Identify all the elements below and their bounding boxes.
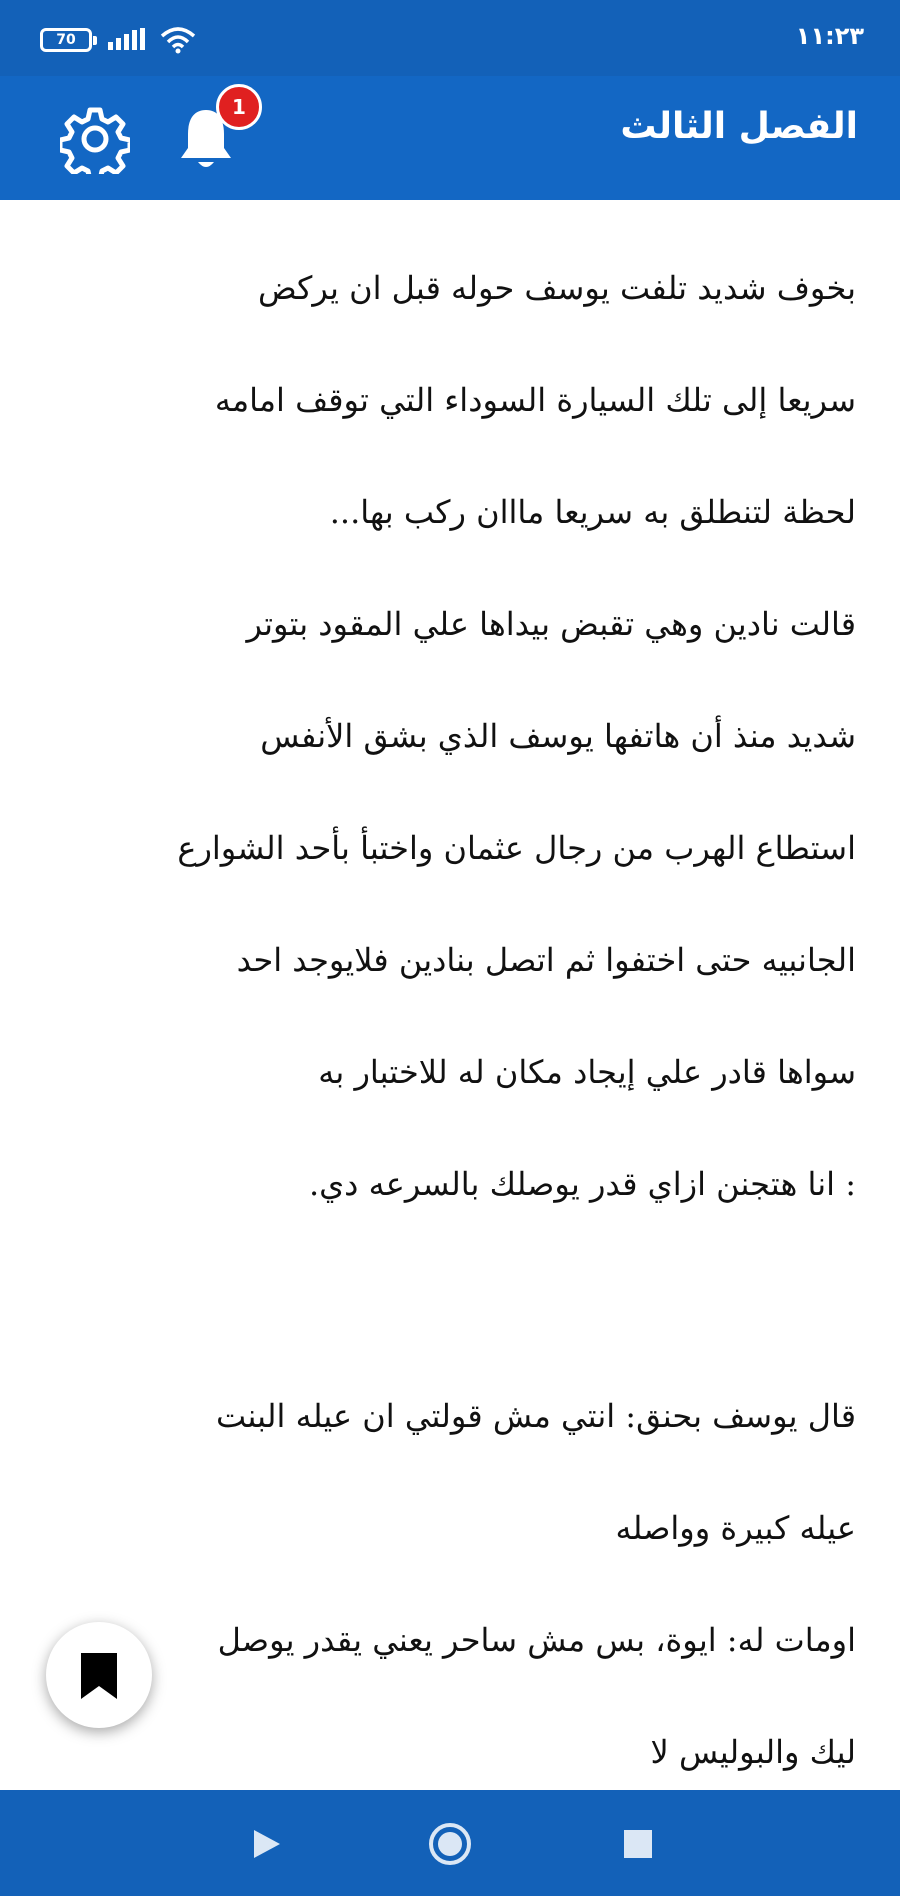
settings-button[interactable] [60, 104, 130, 174]
text-line: قال يوسف بحنق: انتي مش قولتي ان عيله البنت [216, 1397, 856, 1435]
status-time: ١١:٢٣ [795, 22, 864, 50]
recents-button[interactable] [612, 1818, 664, 1870]
status-bar [0, 0, 900, 76]
signal-icon [108, 28, 148, 50]
bookmark-icon [81, 1653, 117, 1699]
back-triangle-icon [240, 1818, 292, 1870]
recents-square-icon [612, 1818, 664, 1870]
system-nav-bar [0, 1790, 900, 1896]
settings-gear-icon [60, 104, 130, 174]
wifi-icon [160, 26, 196, 54]
text-line: الجانبيه حتى اختفوا ثم اتصل بنادين فلايوجد احد [236, 941, 856, 979]
text-line: ليك والبوليس لا [650, 1733, 856, 1771]
battery-level: 70 [56, 32, 76, 48]
chapter-text [50, 200, 856, 1790]
home-circle-icon [424, 1818, 476, 1870]
battery-icon [40, 28, 92, 52]
text-line: شديد منذ أن هاتفها يوسف الذي بشق الأنفس [260, 717, 856, 755]
text-line: قالت نادين وهي تقبض بيداها علي المقود بتوتر [246, 605, 856, 643]
text-line: سواها قادر علي إيجاد مكان له للاختبار به [318, 1053, 856, 1091]
text-line: استطاع الهرب من رجال عثمان واختبأ بأحد الشوارع [177, 829, 856, 867]
text-line: سريعا إلى تلك السيارة السوداء التي توقف امامه [214, 381, 856, 419]
text-line: بخوف شديد تلفت يوسف حوله قبل ان يركض [257, 269, 856, 307]
text-line: اومات له: ايوة، بس مش ساحر يعني يقدر يوصل [217, 1621, 856, 1659]
text-line: عيله كبيرة وواصله [615, 1509, 856, 1547]
notification-count-badge: 1 [216, 84, 262, 130]
text-line: لحظة لتنطلق به سريعا مااان ركب بها... [329, 493, 856, 531]
home-button[interactable] [424, 1818, 476, 1870]
chapter-title: الفصل الثالث [620, 106, 858, 147]
back-button[interactable] [240, 1818, 292, 1870]
text-line: : انا هتجنن ازاي قدر يوصلك بالسرعه دي. [308, 1165, 856, 1203]
app-bar [0, 76, 900, 200]
bookmark-button[interactable] [46, 1622, 152, 1728]
